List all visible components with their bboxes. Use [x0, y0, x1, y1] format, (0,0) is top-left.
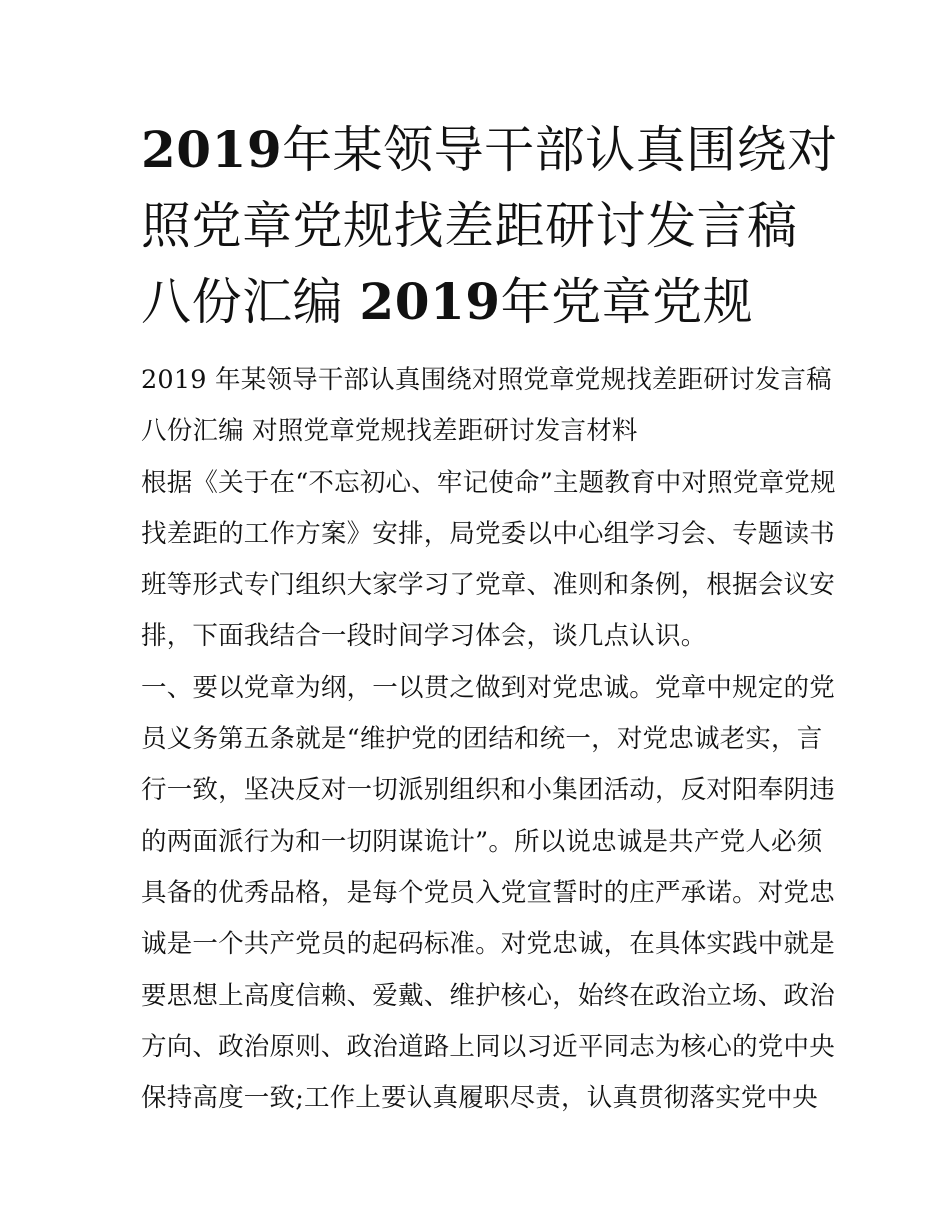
body-line: 行一致，坚决反对一切派别组织和小集团活动，反对阳奉阴违 — [141, 775, 835, 806]
body-line: 保持高度一致;工作上要认真履职尽责，认真贯彻落实党中央 — [141, 1083, 818, 1114]
body-line: 找差距的工作方案》安排，局党委以中心组学习会、专题读书 — [141, 518, 835, 549]
body-line: 的两面派行为和一切阴谋诡计”。所以说忠诚是共产党人必须 — [141, 826, 823, 857]
title-text: 年某领导干部认真围绕对 — [282, 121, 838, 179]
title-line-2 — [141, 188, 821, 264]
body-line: 一、要以党章为纲，一以贯之做到对党忠诚。党章中规定的党 — [141, 672, 835, 703]
body-line: 根据《关于在“不忘初心、牢记使命”主题教育中对照党章党规 — [141, 467, 836, 498]
title-line-1 — [141, 112, 838, 188]
title-year: 2019 — [141, 120, 283, 179]
body-line: 班等形式专门组织大家学习了党章、准则和条例，根据会议安 — [141, 570, 835, 601]
body-line: 诚是一个共产党员的起码标准。对党忠诚，在具体实践中就是 — [141, 929, 835, 960]
body-line: 排，下面我结合一段时间学习体会，谈几点认识。 — [141, 621, 707, 652]
body-line: 要思想上高度信赖、爱戴、维护核心，始终在政治立场、政治 — [141, 980, 835, 1011]
title-text: 年党章党规 — [500, 273, 754, 331]
title-line-3 — [141, 264, 821, 340]
body-line: 具备的优秀品格，是每个党员入党宣誓时的庄严承诺。对党忠 — [141, 877, 835, 908]
title-year: 2019 — [359, 272, 501, 331]
body-line: 员义务第五条就是“维护党的团结和统一，对党忠诚老实，言 — [141, 724, 823, 755]
body-line: 八份汇编 对照党章党规找差距研讨发言材料 — [141, 416, 638, 447]
document-body — [141, 358, 836, 1127]
title-text: 照党章党规找差距研讨发言稿 — [141, 197, 798, 255]
document-title — [141, 112, 838, 340]
body-line: 方向、政治原则、政治道路上同以习近平同志为核心的党中央 — [141, 1031, 835, 1062]
body-line: 2019 年某领导干部认真围绕对照党章党规找差距研讨发言稿 — [141, 365, 832, 395]
title-text: 八份汇编 — [141, 273, 360, 331]
